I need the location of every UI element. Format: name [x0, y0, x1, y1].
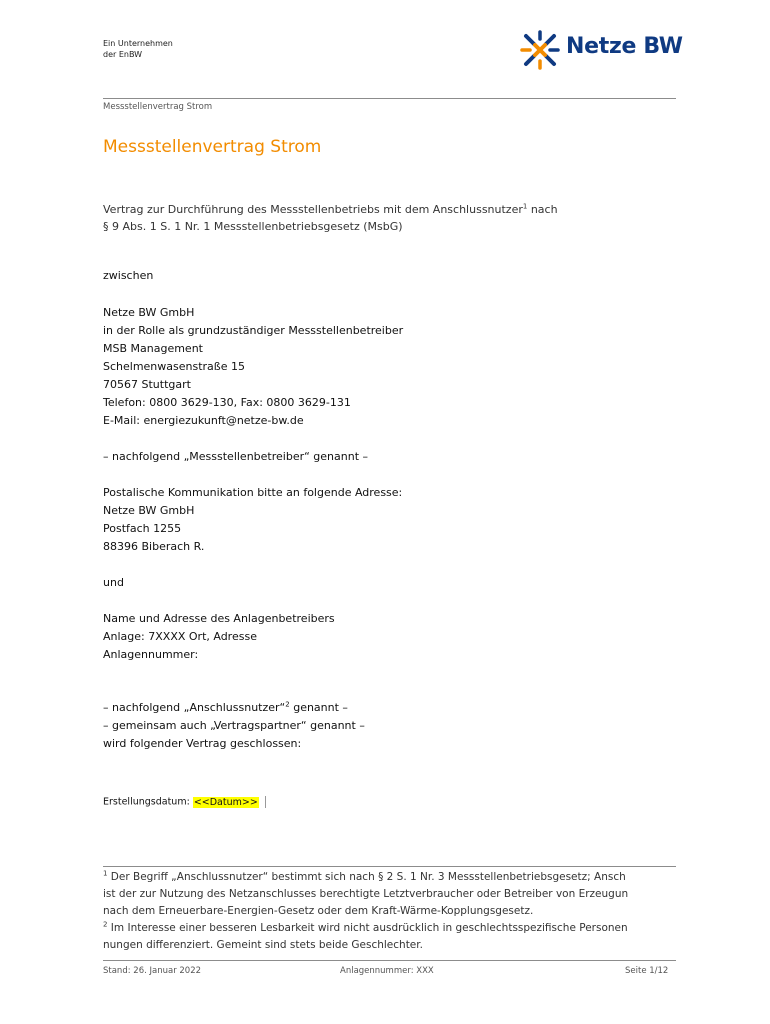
operator-line: Schelmenwasenstraße 15: [103, 360, 245, 373]
operator-line: MSB Management: [103, 342, 203, 355]
subtitle-text-end: nach: [527, 203, 558, 216]
footnote-divider: [103, 866, 676, 867]
footnote-2-number: 2: [103, 920, 108, 929]
creation-date: [103, 796, 266, 808]
date-field[interactable]: <<Datum>>: [193, 796, 258, 808]
operator-line: Netze BW GmbH: [103, 306, 195, 319]
postal-line: Postalische Kommunikation bitte an folgende Adresse:: [103, 486, 403, 499]
postal-line: Netze BW GmbH: [103, 504, 195, 517]
postal-line: 88396 Biberach R.: [103, 540, 205, 553]
footer-page-number: Seite 1/12: [625, 966, 669, 976]
netze-bw-cross-icon: [520, 30, 560, 70]
footnote-text: Im Interesse einer besseren Lesbarkeit wird nicht ausdrücklich in geschlechtsspezifische Personen: [107, 922, 628, 934]
text-cursor: [265, 796, 266, 808]
footnote-ref-2[interactable]: 2: [285, 700, 290, 709]
plant-line: Anlage: 7XXXX Ort, Adresse: [103, 630, 257, 643]
plant-line: Anlagennummer:: [103, 648, 199, 661]
footnote-2-line-2: nungen differenziert. Gemeint sind stets beide Geschlechter.: [103, 939, 423, 951]
closing-block: [103, 699, 365, 753]
operator-address: [103, 304, 403, 430]
creation-date-label: Erstellungsdatum:: [103, 796, 193, 808]
footnote-ref-1[interactable]: 1: [522, 202, 528, 211]
between-label: zwischen: [103, 269, 154, 282]
footnote-1-line-1: [103, 869, 670, 886]
subtitle-line-2: § 9 Abs. 1 S. 1 Nr. 1 Messstellenbetriebsgesetz (MsbG): [103, 220, 403, 233]
footer-anlagennummer: Anlagennummer: XXX: [340, 966, 434, 976]
footnote-1-number: 1: [103, 869, 108, 878]
postal-line: Postfach 1255: [103, 522, 182, 535]
footnotes: [103, 869, 670, 954]
plant-line: Name und Adresse des Anlagenbetreibers: [103, 612, 335, 625]
document-title: Messstellenvertrag Strom: [103, 137, 322, 157]
closing-line-1: [103, 699, 365, 717]
footer-divider: [103, 960, 676, 961]
footnote-2-line-1: [103, 920, 670, 937]
company-line-1: Ein Unternehmen: [103, 39, 173, 48]
logo-text: Netze BW: [566, 34, 683, 59]
plant-block: [103, 610, 335, 664]
closing-text: – nachfolgend „Anschlussnutzer“: [103, 701, 286, 714]
operator-email[interactable]: E-Mail: energiezukunft@netze-bw.de: [103, 414, 304, 427]
operator-line: in der Rolle als grundzuständiger Messstellenbetreiber: [103, 324, 404, 337]
closing-line-3: wird folgender Vertrag geschlossen:: [103, 737, 302, 750]
footer-stand: Stand: 26. Januar 2022: [103, 966, 202, 976]
operator-line: 70567 Stuttgart: [103, 378, 191, 391]
header-divider: [103, 98, 676, 99]
subtitle-line-1: [103, 201, 558, 218]
company-line-2: der EnBW: [103, 50, 143, 59]
closing-text-end: genannt –: [289, 701, 348, 714]
netze-bw-logo: [520, 30, 683, 70]
header-doc-label: Messstellenvertrag Strom: [103, 102, 213, 112]
closing-line-2: – gemeinsam auch „Vertragspartner“ genannt –: [103, 719, 365, 732]
footnote-text: Der Begriff „Anschlussnutzer“ bestimmt sich nach § 2 S. 1 Nr. 3 Messstellenbetriebsgesetz; Ansch: [107, 871, 626, 883]
company-tagline: [103, 38, 173, 60]
footnote-1-line-3: nach dem Erneuerbare-Energien-Gesetz oder dem Kraft-Wärme-Kopplungsgesetz.: [103, 905, 534, 917]
operator-line: Telefon: 0800 3629-130, Fax: 0800 3629-131: [103, 396, 351, 409]
subtitle-text: Vertrag zur Durchführung des Messstellenbetriebs mit dem Anschlussnutzer: [103, 203, 523, 216]
and-label: und: [103, 576, 124, 589]
operator-called: – nachfolgend „Messstellenbetreiber“ genannt –: [103, 450, 369, 463]
postal-address: [103, 484, 402, 556]
footnote-1-line-2: ist der zur Nutzung des Netzanschlusses berechtigte Letztverbraucher oder Betreiber von Erzeugun: [103, 888, 629, 900]
document-subtitle: [103, 201, 558, 235]
